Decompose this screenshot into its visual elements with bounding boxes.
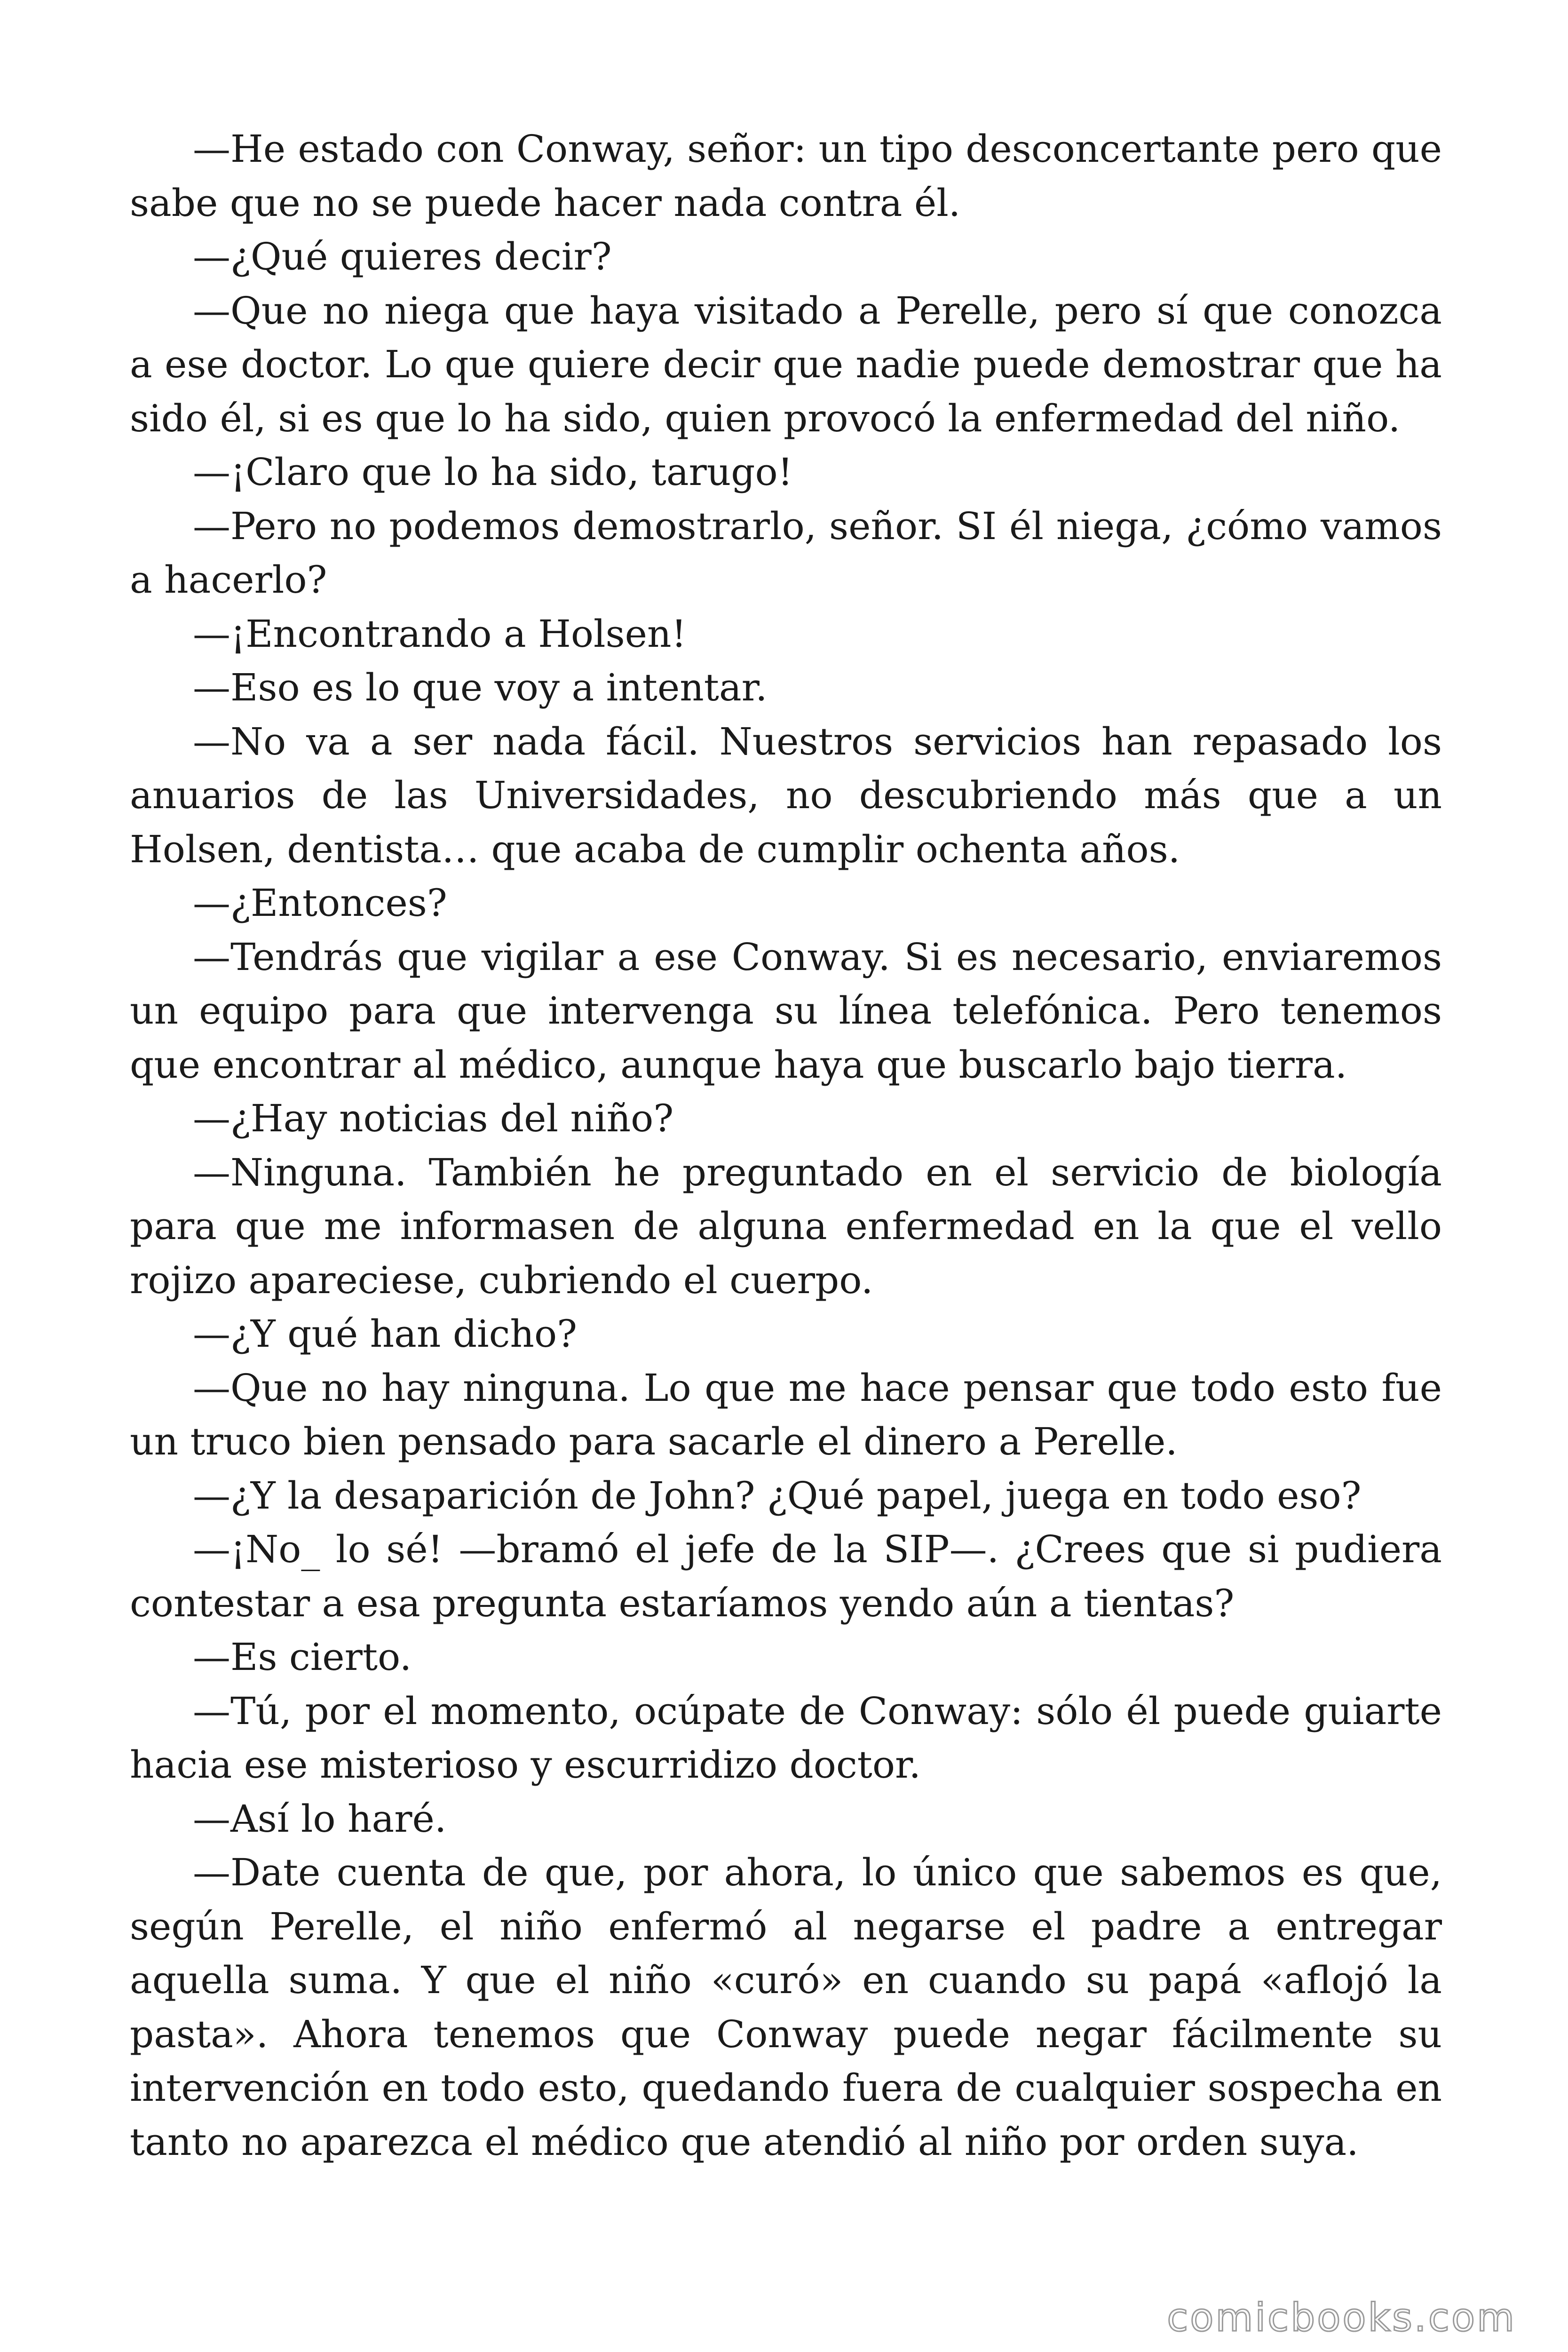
paragraph: —Que no hay ninguna. Lo que me hace pensar que todo esto fue un truco bien pensado para sacarle el dinero a Perelle. [130,1366,1442,1463]
paragraph: —Tendrás que vigilar a ese Conway. Si es necesario, enviaremos un equipo para que intervenga su línea telefónica. Pero tenemos que encontrar al médico, aunque haya que buscarlo bajo tierra. [130,935,1442,1087]
paragraph: —He estado con Conway, señor: un tipo desconcertante pero que sabe que no se puede hacer nada contra él. [130,127,1442,225]
paragraph: —¿Qué quieres decir? [193,235,612,278]
paragraph: —Ninguna. También he preguntado en el servicio de biología para que me informasen de alguna enfermedad en la que el vello rojizo apareciese, cubriendo el cuerpo. [130,1150,1442,1302]
paragraph: —¿Entonces? [193,881,447,925]
paragraph: —Así lo haré. [193,1796,447,1841]
paragraph: —¡No_ lo sé! —bramó el jefe de la SIP—. ¿Crees que si pudiera contestar a esa pregunta estaríamos yendo aún a tientas? [130,1527,1442,1625]
watermark: comicbooks.com [1167,2296,1516,2340]
paragraph: —¿Hay noticias del niño? [193,1097,674,1140]
paragraph: —¿Y la desaparición de John? ¿Qué papel, juega en todo eso? [193,1473,1362,1518]
paragraph: —No va a ser nada fácil. Nuestros servicios han repasado los anuarios de las Universidades, no descubriendo más que a un Holsen, dentista… que acaba de cumplir ochenta años. [130,719,1442,871]
paragraph: —Date cuenta de que, por ahora, lo único que sabemos es que, según Perelle, el niño enfermó al negarse el padre a entregar aquella suma. Y que el niño «curó» en cuando su papá «aflojó la pasta». Ahora tenemos que Conway puede negar fácilmente su intervención en todo esto, quedando fuera de cualquier sospecha en tanto no aparezca el médico que atendió al niño por orden suya. [130,1851,1442,2164]
paragraph: —Tú, por el momento, ocúpate de Conway: sólo él puede guiarte hacia ese misterioso y escurridizo doctor. [130,1689,1442,1787]
paragraph: —Eso es lo que voy a intentar. [193,666,768,709]
page-text [130,122,1442,2169]
paragraph: —Es cierto. [193,1635,412,1679]
paragraph: —¿Y qué han dicho? [193,1312,577,1356]
paragraph: —¡Claro que lo ha sido, tarugo! [193,450,793,494]
paragraph: —¡Encontrando a Holsen! [193,612,687,656]
paragraph: —Que no niega que haya visitado a Perelle, pero sí que conozca a ese doctor. Lo que quiere decir que nadie puede demostrar que ha sido él, si es que lo ha sido, quien provocó la enfermedad del niño. [130,288,1442,440]
paragraph: —Pero no podemos demostrarlo, señor. SI él niega, ¿cómo vamos a hacerlo? [130,504,1442,602]
